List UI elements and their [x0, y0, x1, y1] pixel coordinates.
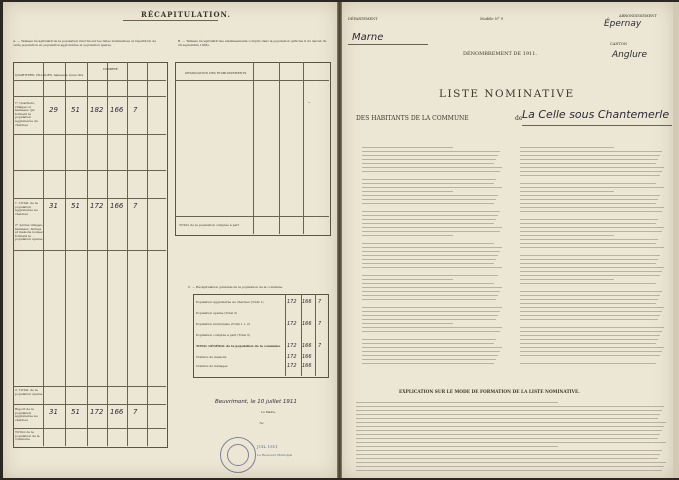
- label-canton: CANTON: [610, 42, 627, 46]
- text-line: [362, 191, 453, 192]
- text-line: [520, 335, 660, 336]
- text-line: [356, 438, 658, 439]
- text-line: [520, 347, 664, 348]
- text-line: [520, 291, 662, 292]
- text-line: [362, 219, 496, 220]
- text-line: [520, 187, 664, 188]
- text-line: [520, 311, 662, 312]
- text-line: [356, 434, 660, 435]
- text-line: [362, 291, 500, 292]
- text-line: [520, 239, 658, 240]
- arrondissement-value: Épernay: [604, 19, 642, 29]
- text-line: [356, 418, 658, 419]
- text-line: [362, 243, 494, 244]
- c-row-label: TOTAL GÉNÉRAL de la population de la commune: [196, 344, 281, 348]
- row-agglomeree: 1° Quartiers, villages ou hameaux qui forment la population agglomérée du chef-lieu: [15, 101, 38, 127]
- canton-value: Anglure: [612, 50, 648, 60]
- text-line: [362, 355, 498, 356]
- c-value: 7: [318, 343, 322, 349]
- text-line: [520, 363, 656, 364]
- text-line: [520, 339, 658, 340]
- text-line: [362, 159, 496, 160]
- c-row-label: Nombre de ménages: [196, 364, 228, 368]
- label-departement: DÉPARTEMENT: [348, 17, 378, 21]
- text-line: [362, 343, 494, 344]
- c-value: 7: [318, 299, 322, 305]
- liste-subtitle: DES HABITANTS DE LA COMMUNE: [356, 115, 469, 122]
- document-spread: [3, 2, 676, 478]
- text-line: [520, 171, 662, 172]
- text-line: [356, 470, 662, 471]
- total1-value: 172: [90, 202, 104, 210]
- total2-value: 172: [90, 408, 104, 416]
- explanation-title: EXPLICATION SUR LE MODE DE FORMATION DE LA LISTE NOMINATIVE.: [399, 390, 580, 395]
- text-line: [520, 279, 614, 280]
- text-line: [356, 466, 664, 467]
- stamp-sub: Le Receveur Municipal: [257, 453, 293, 457]
- text-line: [362, 151, 500, 152]
- text-line: [520, 295, 660, 296]
- liste-title: LISTE NOMINATIVE: [439, 88, 575, 100]
- text-line: [362, 311, 500, 312]
- c-value: 172: [287, 363, 297, 369]
- text-line: [362, 323, 453, 324]
- text-line: [356, 462, 666, 463]
- text-line: [356, 426, 664, 427]
- text-line: [520, 231, 662, 232]
- text-line: [520, 155, 660, 156]
- text-line: [520, 319, 658, 320]
- mairie-stamp: [220, 437, 256, 473]
- text-line: [362, 147, 453, 148]
- c-value: 172: [287, 299, 297, 305]
- signature-place-date: Beuvrimont, le 10 juillet 1911: [215, 399, 297, 405]
- c-row-label: Population éparse (Total 2): [196, 311, 238, 315]
- text-line: [362, 287, 502, 288]
- row-report: Report de la population agglomérée au chef-lieu: [15, 407, 38, 422]
- text-line: [362, 331, 500, 332]
- text-line: [362, 263, 494, 264]
- text-line: [362, 299, 496, 300]
- c-row-label: Population comptée à part (Total 3): [196, 333, 250, 337]
- text-line: [520, 191, 614, 192]
- text-line: [356, 422, 666, 423]
- text-line: [520, 299, 658, 300]
- total1-value: 31: [49, 202, 58, 210]
- row-total-eparse: 2. TOTAL de la population éparse: [15, 388, 43, 396]
- text-line: [520, 219, 658, 220]
- departement-value: Marne: [352, 32, 384, 43]
- text-line: [520, 263, 656, 264]
- total2-value: 166: [110, 408, 124, 416]
- page-edge: [673, 2, 679, 478]
- text-line: [356, 414, 660, 415]
- row1-value: 51: [71, 106, 80, 114]
- col-nombre: NOMBRE: [103, 67, 118, 71]
- row-eparse: 2° Autres villages, hameaux, fermes et maisons isolées formant la population éparse: [15, 223, 43, 242]
- total2-value: 31: [49, 408, 58, 416]
- recapitulation-title: RÉCAPITULATION.: [141, 10, 231, 19]
- text-line: [520, 227, 664, 228]
- commune-value: La Celle sous Chantemerle: [522, 108, 670, 121]
- total1-value: 7: [133, 202, 138, 210]
- text-line: [362, 347, 502, 348]
- text-line: [520, 159, 658, 160]
- text-line: [520, 203, 656, 204]
- text-line: [520, 351, 662, 352]
- c-value: 7: [318, 321, 322, 327]
- text-line: [356, 442, 666, 443]
- text-line: [520, 207, 664, 208]
- text-line: [520, 283, 656, 284]
- text-line: [362, 327, 502, 328]
- text-line: [356, 450, 662, 451]
- text-line: [362, 255, 498, 256]
- section-c-heading: C. — Récapitulation générale de la population de la commune.: [188, 285, 284, 289]
- text-line: [520, 331, 662, 332]
- c-row-label: Nombre de maisons: [196, 355, 227, 359]
- text-line: [362, 231, 500, 232]
- text-line: [362, 351, 500, 352]
- text-line: [362, 363, 494, 364]
- text-line: [520, 275, 660, 276]
- total1-value: 51: [71, 202, 80, 210]
- text-line: [362, 279, 453, 280]
- text-line: [362, 315, 498, 316]
- text-line: [362, 183, 494, 184]
- c-value: 166: [302, 299, 312, 305]
- text-line: [520, 303, 656, 304]
- total-b: TOTAL de la population comptée à part: [179, 223, 239, 227]
- total2-value: 51: [71, 408, 80, 416]
- recapitulation-page: RÉCAPITULATION. A. — Tableau récapitulatif de la population inscrite sur les listes nominatives et répartition de cette population en population agglomérée et population éparse. B. — Tableau récapitulatif des établissements compris dans la population (articles 9 du décret du 20 septembre 1906). QUARTIERS, VILLAGES, hameaux, lieux dits NOMBRE 1° Quartiers, villages ou hameaux qui forment la population agglomérée du chef-lieu 1. TOTAL de la population agglomérée au chef-lieu 2° Autres villages, hameaux, fermes et maisons isolées formant la population éparse 2. TOTAL de la population éparse Report de la population agglomérée au chef-lieu TOTAL de la population de la commune 29 51 182 166 7 31 51 172 166 7 31 51 172 166 7 DÉSIGNATION DES ÉTABLISSEMENTS TOTAL de la population comptée à part · C. — Récapitulation générale de la population de la commune. Population agglomérée au chef-lieu (Total 1) Population éparse (Total 2) Population municipale (Total 1 + 2) Population comptée à part (Total 3) TOTAL GÉNÉRAL de la population de la commune Nombre de maisons Nombre de ménages 172 166 7 172 166 7 172 166 7 172 166 172 166 Beuvrimont, le 10 juillet 1911 Le Maire, ~ JUIL 1911 Le Receveur Municipal: [3, 2, 337, 478]
- text-line: [520, 259, 658, 260]
- c-value: 172: [287, 321, 297, 327]
- signature-label: Le Maire,: [261, 410, 276, 414]
- text-line: [520, 223, 656, 224]
- col-designation: DÉSIGNATION DES ÉTABLISSEMENTS: [185, 71, 247, 75]
- text-line: [362, 211, 500, 212]
- liste-nominative-page: [342, 2, 673, 478]
- row1-value: 7: [133, 106, 138, 114]
- c-value: 166: [302, 321, 312, 327]
- text-line: [356, 430, 662, 431]
- text-line: [520, 151, 662, 152]
- text-line: [520, 255, 660, 256]
- section-b-heading: B. — Tableau récapitulatif des établissements compris dans la population (articles 9 du décret du 20 septembre 1906).: [178, 39, 327, 47]
- text-line: [362, 235, 453, 236]
- text-line: [362, 167, 502, 168]
- text-line: [362, 307, 502, 308]
- text-line: [362, 171, 500, 172]
- text-line: [520, 355, 660, 356]
- text-line: [356, 446, 558, 447]
- text-line: [362, 251, 500, 252]
- text-line: [520, 247, 664, 248]
- section-a-heading: A. — Tableau récapitulatif de la population inscrite sur les listes nominatives et répartition de cette population en population agglomérée et population éparse.: [13, 39, 156, 47]
- text-line: [356, 406, 664, 407]
- label-modele: Modèle N° 9: [480, 17, 504, 21]
- text-line: [520, 147, 614, 148]
- text-line: [362, 267, 502, 268]
- text-line: [520, 343, 656, 344]
- row-total-general: TOTAL de la population de la commune: [15, 430, 40, 442]
- text-line: [362, 359, 496, 360]
- row1-value: 166: [110, 106, 124, 114]
- c-row-label: Population municipale (Total 1 + 2): [196, 322, 250, 326]
- text-line: [362, 259, 496, 260]
- text-line: [362, 223, 494, 224]
- c-value: 166: [302, 343, 312, 349]
- text-line: [520, 183, 656, 184]
- text-line: [520, 235, 614, 236]
- text-line: [520, 175, 660, 176]
- col-quartiers: QUARTIERS, VILLAGES, hameaux, lieux dits: [15, 73, 84, 77]
- text-line: [362, 215, 498, 216]
- row1-value: 29: [49, 106, 58, 114]
- label-arrondissement: ARRONDISSEMENT: [619, 14, 657, 18]
- text-line: [362, 295, 498, 296]
- text-line: [520, 199, 658, 200]
- total1-value: 166: [110, 202, 124, 210]
- c-value: 172: [287, 343, 297, 349]
- c-value: 166: [302, 354, 312, 360]
- text-line: [362, 203, 494, 204]
- text-line: [356, 458, 658, 459]
- commune-prefix: de: [515, 115, 523, 122]
- text-line: [362, 275, 498, 276]
- text-line: [520, 327, 664, 328]
- text-line: [520, 167, 664, 168]
- census-title: DÉNOMBREMENT DE 1911.: [463, 51, 537, 57]
- row1-value: 182: [90, 106, 104, 114]
- text-line: [362, 187, 502, 188]
- text-line: [520, 163, 656, 164]
- text-line: [362, 247, 502, 248]
- c-value: 166: [302, 363, 312, 369]
- text-line: [362, 199, 496, 200]
- text-line: [520, 243, 656, 244]
- text-line: [356, 410, 662, 411]
- text-line: [520, 211, 662, 212]
- stamp-date: JUIL 1911: [257, 444, 278, 449]
- text-line: [520, 271, 662, 272]
- text-line: [362, 283, 494, 284]
- text-line: [362, 227, 502, 228]
- row-total-agglomeree: 1. TOTAL de la population agglomérée au chef-lieu: [15, 201, 38, 216]
- c-value: 172: [287, 354, 297, 360]
- text-line: [362, 179, 496, 180]
- text-line: [520, 267, 664, 268]
- c-row-label: Population agglomérée au chef-lieu (Total 1): [196, 300, 264, 304]
- total2-value: 7: [133, 408, 138, 416]
- text-line: [362, 155, 498, 156]
- text-line: [362, 339, 496, 340]
- text-line: [520, 315, 660, 316]
- text-line: [362, 195, 498, 196]
- text-line: [520, 195, 660, 196]
- text-line: [356, 402, 558, 403]
- text-line: [362, 163, 494, 164]
- text-line: [362, 319, 496, 320]
- text-line: [520, 307, 664, 308]
- text-line: [356, 454, 660, 455]
